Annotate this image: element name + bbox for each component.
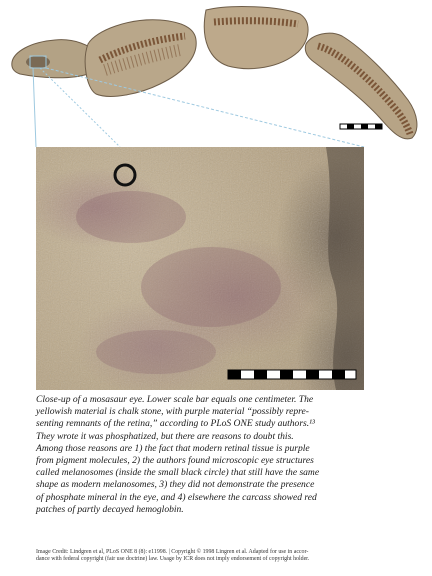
caption-line: yellowish material is chalk stone, with purple material “possibly repre- xyxy=(36,406,309,418)
credit-line: Image Credit: Lindgren et al, PLoS ONE 8 (8): e11998. | Copyright © 1998 Lingren et al. Adapted for use in accor- xyxy=(36,549,309,555)
caption-line: called melanosomes (inside the small black circle) that still have the same xyxy=(36,467,320,479)
closeup-scale-bar-segment xyxy=(228,370,241,379)
caption-line: shape as modern melanosomes, 3) they did not demonstrate the presence xyxy=(36,479,315,491)
leader-line-right xyxy=(46,68,364,147)
credit-line: dance with federal copyright (fair use doctrine) law. Usage by ICR does not imply endorsement of copyright holder. xyxy=(36,556,310,563)
caption-line: Close-up of a mosasaur eye. Lower scale bar equals one centimeter. The xyxy=(36,394,314,405)
chalk-texture xyxy=(36,147,364,390)
leader-line-mid xyxy=(40,68,120,147)
zoom-leader-lines xyxy=(0,0,432,160)
closeup-scale-bar-segment xyxy=(280,370,293,379)
leader-line-left xyxy=(33,68,36,147)
closeup-scale-bar-segment xyxy=(306,370,319,379)
closeup-scale-bar-segment xyxy=(332,370,345,379)
caption-line: senting remnants of the retina,” according to PLoS ONE study authors.¹³ xyxy=(36,418,315,430)
caption-line: of phosphate mineral in the eye, and 4) elsewhere the carcass showed red xyxy=(36,491,317,503)
caption-line: Among those reasons are 1) the fact that modern retinal tissue is purple xyxy=(36,442,310,454)
caption-line: from pigment molecules, 2) the authors found microscopic eye structures xyxy=(36,455,314,467)
caption-line: They wrote it was phosphatized, but there are reasons to doubt this. xyxy=(36,430,294,442)
image-credit xyxy=(36,549,396,564)
mosasaur-eye-closeup-photo xyxy=(36,147,364,390)
figure-caption xyxy=(36,394,372,516)
closeup-scale-bar-segment xyxy=(254,370,267,379)
caption-line: patches of partly decayed hemoglobin. xyxy=(36,503,184,515)
retina-material xyxy=(96,330,216,374)
retina-material xyxy=(141,247,281,327)
retina-material xyxy=(76,191,186,243)
